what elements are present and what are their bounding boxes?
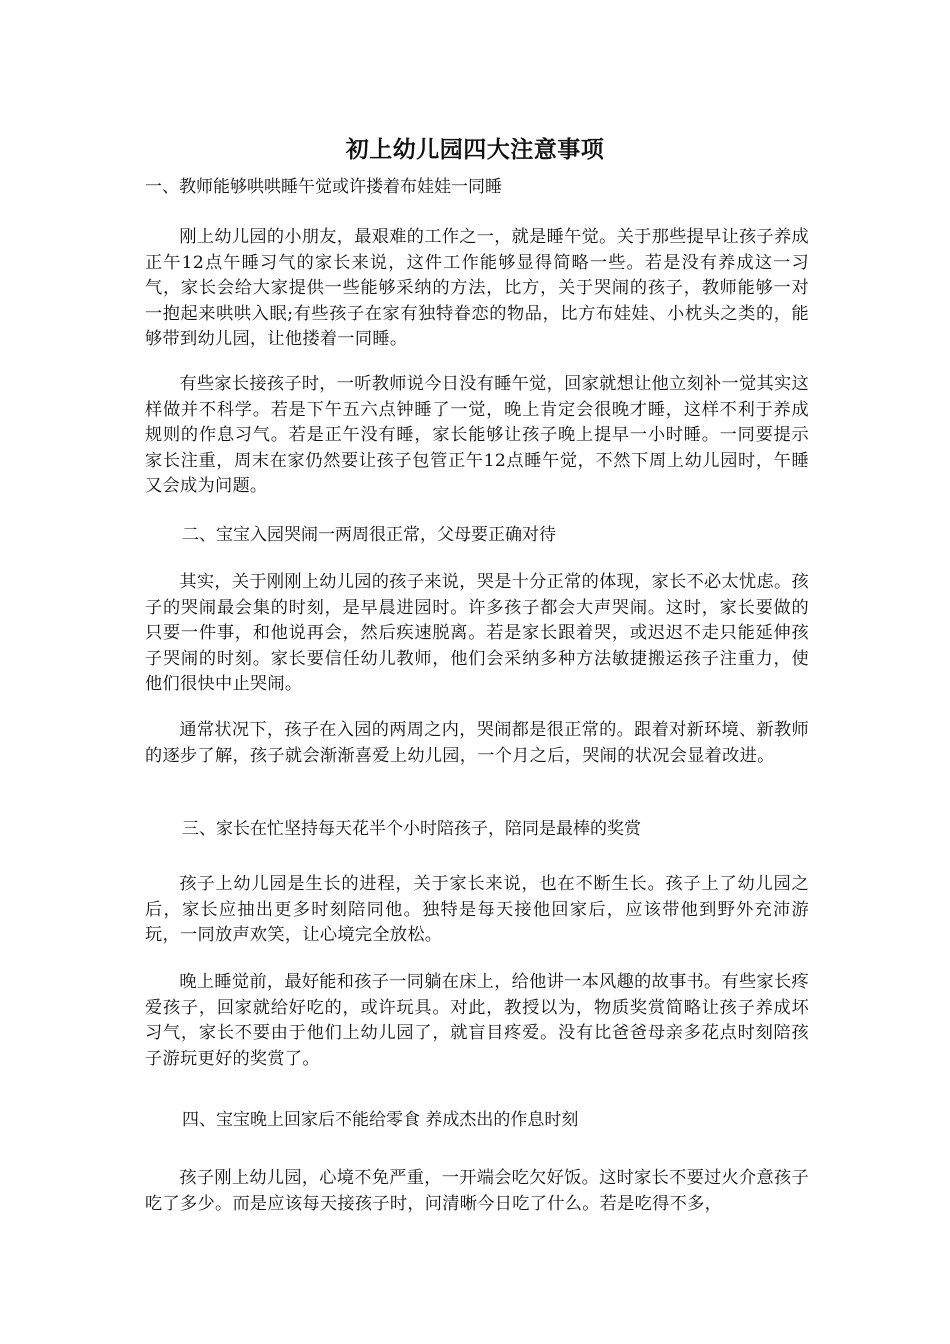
paragraph: 孩子刚上幼儿园，心境不免严重，一开端会吃欠好饭。这时家长不要过火介意孩子吃了多少。而是应该每天接孩子时，问清晰今日吃了什么。若是吃得不多， xyxy=(145,1168,809,1214)
section-heading-3: 三、家长在忙坚持每天花半个小时陪孩子，陪同是最棒的奖赏 xyxy=(182,819,641,839)
section-heading-4: 四、宝宝晚上回家后不能给零食 养成杰出的作息时刻 xyxy=(182,1110,579,1130)
paragraph: 其实，关于刚刚上幼儿园的孩子来说，哭是十分正常的体现，家长不必太忧虑。孩子的哭闹最会集的时刻，是早晨进园时。许多孩子都会大声哭闹。这时，家长要做的只要一件事，和他说再会，然后疾速脱离。若是家长跟着哭，或迟迟不走只能延伸孩子哭闹的时刻。家长要信任幼儿教师，他们会采纳多种方法敏捷搬运孩子注重力，使他们很快中止哭闹。 xyxy=(145,572,809,694)
document-title: 初上幼儿园四大注意事项 xyxy=(345,136,605,163)
paragraph: 有些家长接孩子时，一听教师说今日没有睡午觉，回家就想让他立刻补一觉其实这样做并不科学。若是下午五六点钟睡了一觉，晚上肯定会很晚才睡，这样不利于养成规则的作息习气。若是正午没有睡，家长能够让孩子晚上提早一小时睡。一同要提示家长注重，周末在家仍然要让孩子包管正午12点睡午觉，不然下周上幼儿园时，午睡又会成为问题。 xyxy=(145,374,809,496)
paragraph: 孩子上幼儿园是生长的进程，关于家长来说，也在不断生长。孩子上了幼儿园之后，家长应抽出更多时刻陪同他。独特是每天接他回家后，应该带他到野外充沛游玩，一同放声欢笑，让心境完全放松。 xyxy=(145,874,809,945)
paragraph: 晚上睡觉前，最好能和孩子一同躺在床上，给他讲一本风趣的故事书。有些家长疼爱孩子，回家就给好吃的，或许玩具。对此，教授以为，物质奖赏简略让孩子养成坏习气，家长不要由于他们上幼儿园了，就盲目疼爱。没有比爸爸母亲多花点时刻陪孩子游玩更好的奖赏了。 xyxy=(145,972,809,1069)
paragraph: 通常状况下，孩子在入园的两周之内，哭闹都是很正常的。跟着对新环境、新教师的逐步了解，孩子就会渐渐喜爱上幼儿园，一个月之后，哭闹的状况会显着改进。 xyxy=(145,720,809,766)
section-heading-2: 二、宝宝入园哭闹一两周很正常，父母要正确对待 xyxy=(182,525,556,545)
paragraph: 刚上幼儿园的小朋友，最艰难的工作之一，就是睡午觉。关于那些提早让孩子养成正午12点午睡习气的家长来说，这件工作能够显得简略一些。若是没有养成这一习气，家长会给大家提供一些能够采纳的方法，比方，关于哭闹的孩子，教师能够一对一抱起来哄哄入眠;有些孩子在家有独特眷恋的物品，比方布娃娃、小枕头之类的，能够带到幼儿园，让他搂着一同睡。 xyxy=(145,227,809,349)
section-heading-1: 一、教师能够哄哄睡午觉或许搂着布娃娃一同睡 xyxy=(145,177,502,197)
